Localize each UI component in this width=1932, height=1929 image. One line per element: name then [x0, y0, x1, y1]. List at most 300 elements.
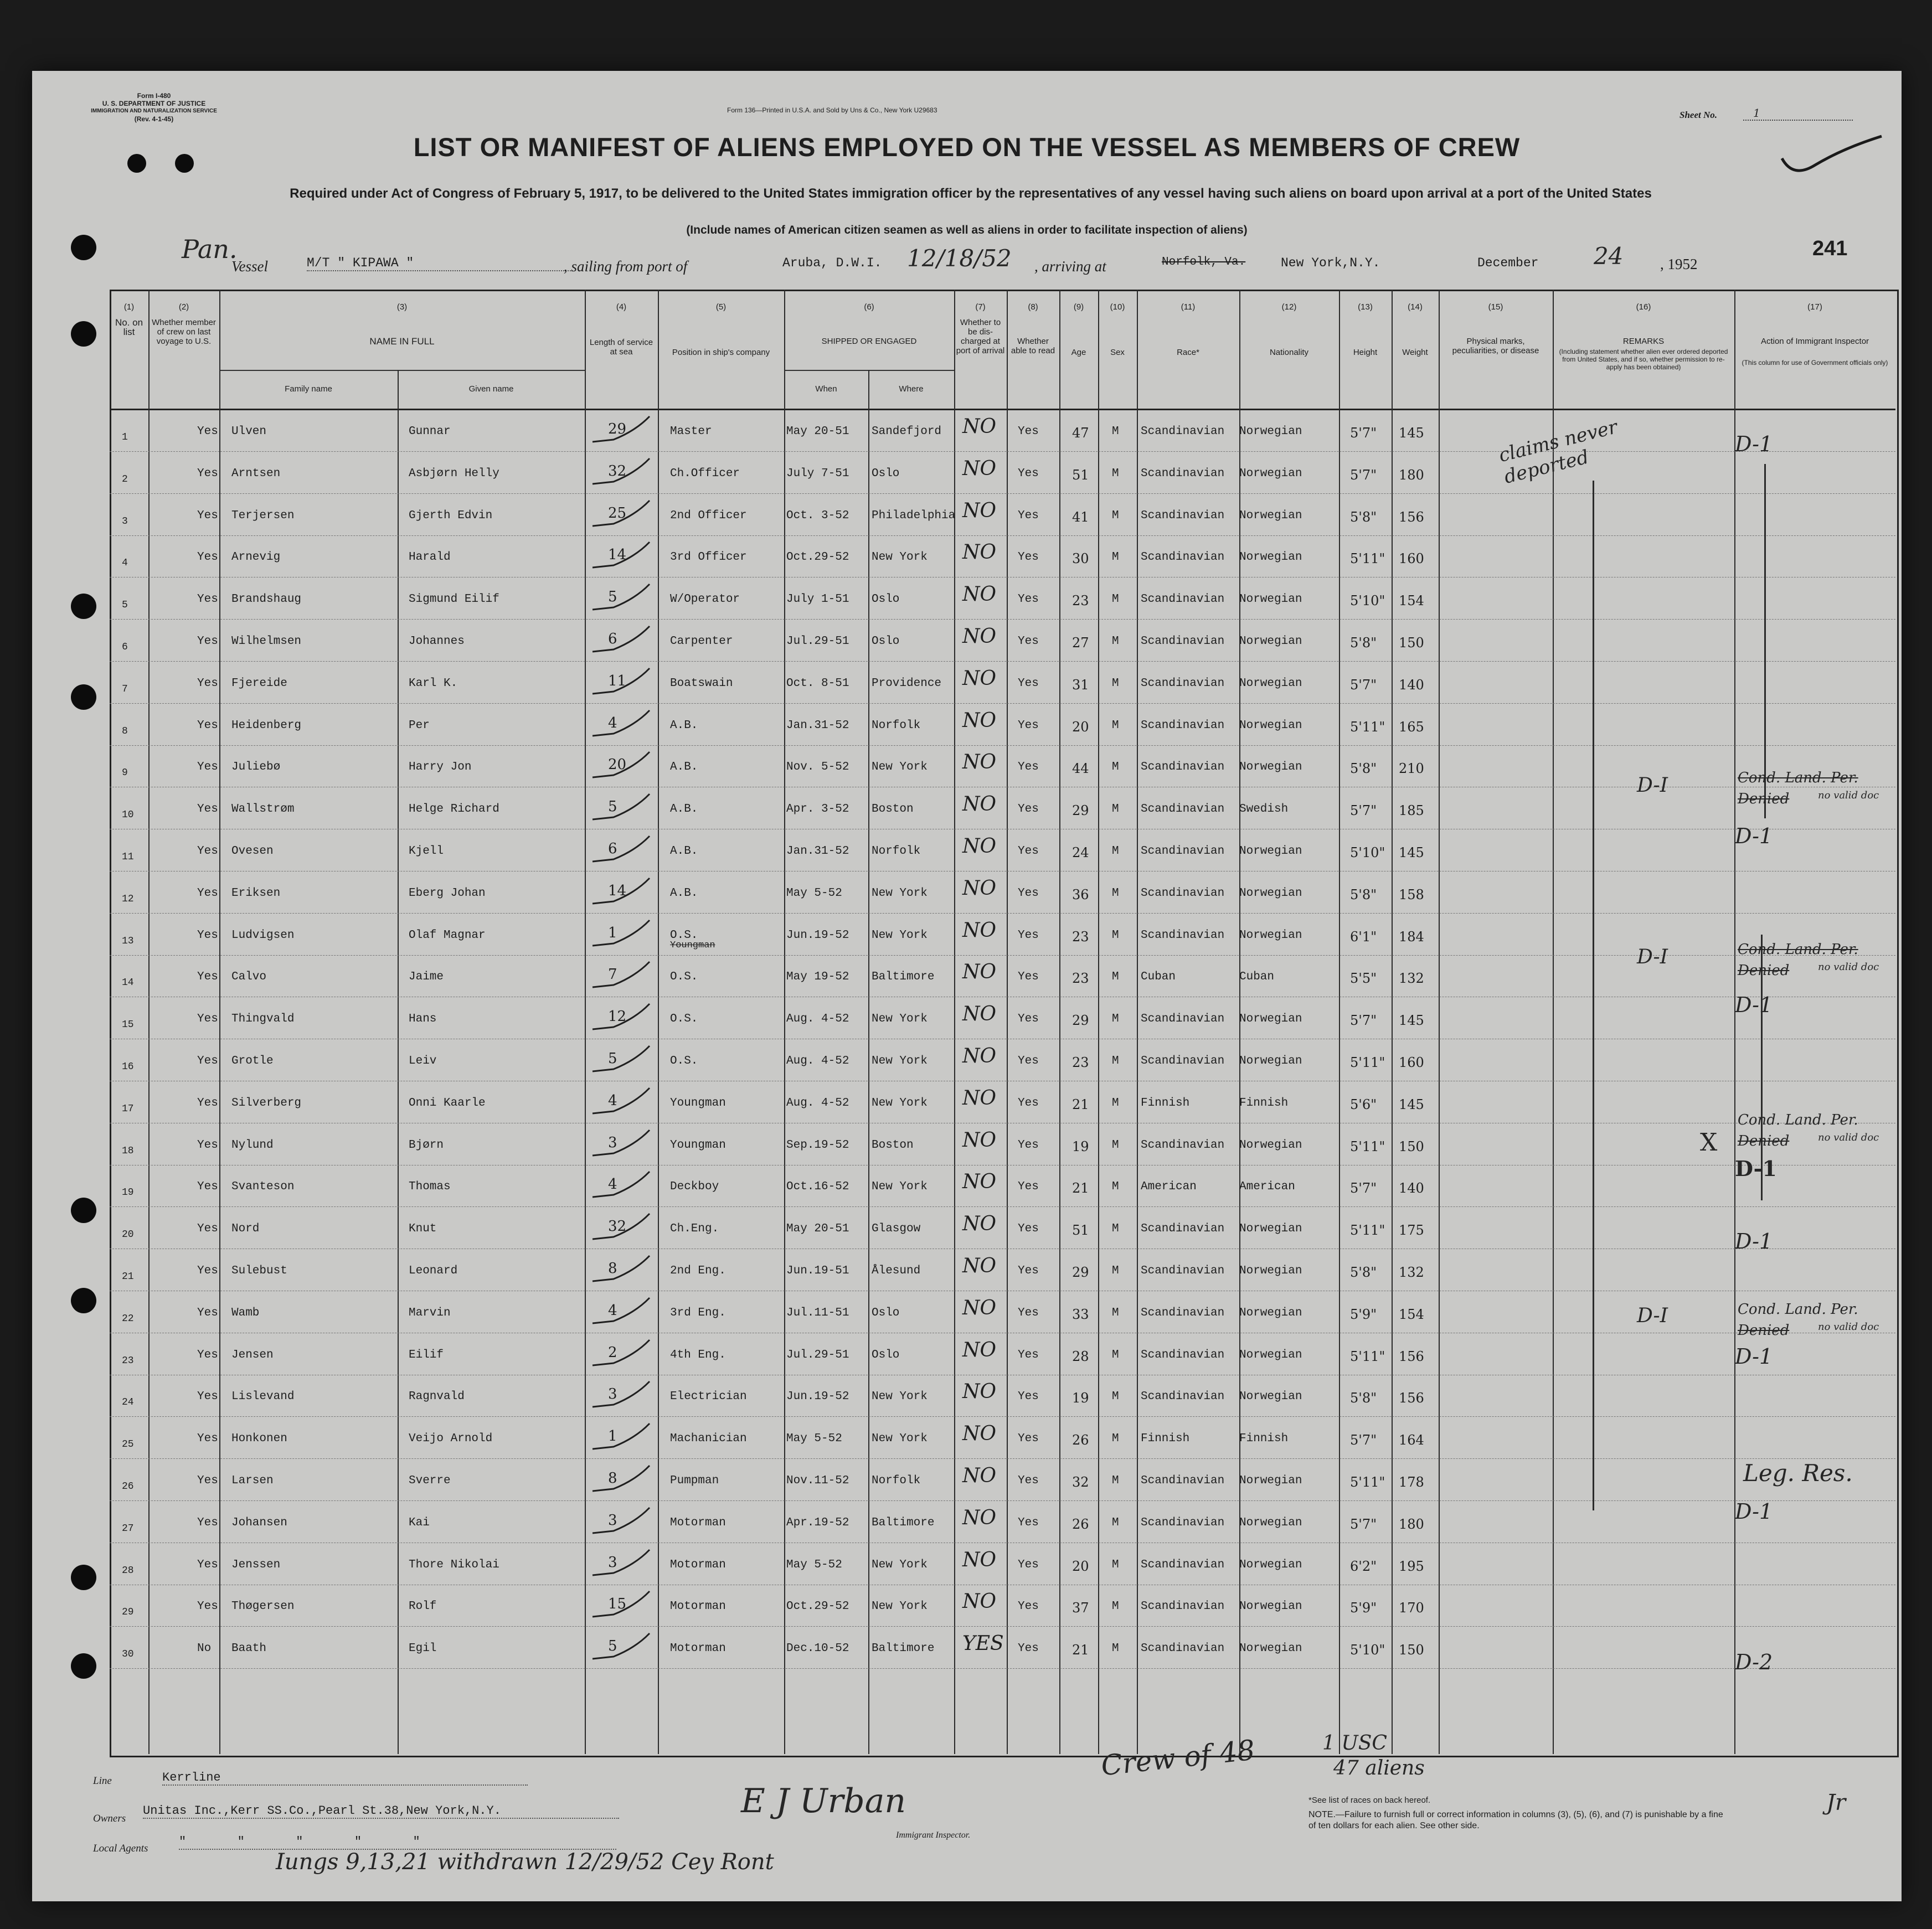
cell-given: Harald	[409, 551, 451, 564]
action-d1: D-1	[1735, 993, 1773, 1017]
table-row	[110, 1333, 1895, 1375]
action-d1: D-1	[1735, 432, 1773, 456]
cell-age: 23	[1072, 971, 1089, 987]
header-nationality: Nationality	[1269, 348, 1309, 357]
cell-family: Wamb	[231, 1306, 260, 1319]
cell-race: Scandinavian	[1141, 803, 1225, 816]
cell-race: Scandinavian	[1141, 1474, 1225, 1487]
cell-sex: M	[1112, 1223, 1119, 1236]
cell-length: 12	[608, 1008, 627, 1025]
cell-nationality: Norwegian	[1239, 761, 1302, 774]
arrival-year: , 1952	[1660, 256, 1698, 272]
cell-given: Hans	[409, 1013, 437, 1026]
cell-given: Per	[409, 719, 430, 732]
cell-sex: M	[1112, 1642, 1119, 1655]
cell-height: 5'7"	[1350, 467, 1377, 483]
row-number: 23	[122, 1355, 134, 1366]
cell-position: W/Operator	[670, 593, 740, 606]
cell-given: Rolf	[409, 1600, 437, 1613]
cell-sex: M	[1112, 886, 1119, 900]
cell-when: Oct.29-52	[786, 1600, 849, 1613]
cell-race: Scandinavian	[1141, 929, 1225, 942]
check-mark	[591, 1211, 652, 1245]
arrival-port: New York,N.Y.	[1281, 256, 1380, 270]
cell-where: New York	[872, 1390, 928, 1404]
cell-position: Machanician	[670, 1432, 747, 1446]
cell-family: Johansen	[231, 1516, 287, 1529]
cell-race: Scandinavian	[1141, 1642, 1225, 1655]
cell-read: Yes	[1018, 803, 1039, 816]
col-number: (14)	[1408, 302, 1423, 312]
cell-weight: 145	[1399, 1013, 1424, 1029]
cell-given: Leiv	[409, 1055, 437, 1067]
cell-position: O.S.	[670, 1055, 698, 1067]
cell-sex: M	[1112, 845, 1119, 858]
table-row	[110, 494, 1895, 536]
cell-read: Yes	[1018, 1642, 1039, 1655]
cell-when: Aug. 4-52	[786, 1096, 849, 1110]
cell-position: O.S.	[670, 929, 698, 942]
header-read: Whether able to read	[1011, 337, 1055, 355]
cell-race: Finnish	[1141, 1432, 1190, 1446]
cell-age: 36	[1072, 886, 1089, 902]
cell-when: July 1-51	[786, 593, 849, 606]
cell-family: Silverberg	[231, 1096, 302, 1110]
cell-race: Scandinavian	[1141, 1558, 1225, 1571]
cell-weight: 140	[1399, 1180, 1424, 1196]
cell-read: Yes	[1018, 1265, 1039, 1277]
col-number: (12)	[1281, 302, 1297, 312]
cell-weight: 185	[1399, 803, 1424, 819]
cell-height: 5'11"	[1350, 1138, 1385, 1154]
punch-hole	[71, 321, 96, 347]
row-number: 25	[122, 1439, 134, 1451]
cell-age: 31	[1072, 677, 1089, 693]
crew-usc: 1 USC	[1322, 1732, 1387, 1755]
cell-weight: 184	[1399, 929, 1424, 945]
cell-where: Baltimore	[872, 1642, 935, 1655]
cell-race: Scandinavian	[1141, 1138, 1225, 1152]
cell-length: 7	[608, 966, 617, 983]
cell-race: Finnish	[1141, 1096, 1190, 1110]
cell-member: Yes	[197, 929, 218, 942]
cell-nationality: Norwegian	[1239, 929, 1302, 942]
cell-given: Leonard	[409, 1265, 458, 1277]
check-mark	[591, 918, 652, 951]
cell-weight: 154	[1399, 593, 1424, 609]
row-number: 30	[122, 1649, 134, 1660]
service: IMMIGRATION AND NATURALIZATION SERVICE	[91, 108, 217, 114]
cell-weight: 180	[1399, 467, 1424, 483]
header-race: Race*	[1177, 348, 1199, 357]
cell-family: Svanteson	[231, 1180, 295, 1194]
cell-member: Yes	[197, 1600, 218, 1613]
cell-sex: M	[1112, 1096, 1119, 1110]
row-number: 1	[122, 432, 128, 443]
page-number: 241	[1812, 237, 1848, 260]
cell-length: 6	[608, 840, 617, 857]
cell-given: Veijo Arnold	[409, 1432, 493, 1446]
cell-age: 23	[1072, 1055, 1089, 1070]
sailing-date: 12/18/52	[907, 245, 1012, 272]
cell-where: Oslo	[872, 467, 900, 480]
table-row	[110, 914, 1895, 956]
cell-age: 27	[1072, 635, 1089, 651]
cell-position: Boatswain	[670, 677, 733, 690]
cell-given: Onni Kaarle	[409, 1096, 486, 1110]
check-mark	[591, 540, 652, 573]
action-d1: D-1	[1735, 1156, 1777, 1181]
cell-nationality: Norwegian	[1239, 1138, 1302, 1152]
cell-member: Yes	[197, 845, 218, 858]
action-no-valid-doc: no valid doc	[1818, 1132, 1879, 1143]
cell-length: 5	[608, 798, 617, 816]
cell-discharged: NO	[962, 583, 997, 606]
page-title: LIST OR MANIFEST OF ALIENS EMPLOYED ON THE VESSEL AS MEMBERS OF CREW	[413, 132, 1521, 162]
cell-length: 29	[608, 421, 627, 437]
cell-member: Yes	[197, 1306, 218, 1319]
cell-given: Eberg Johan	[409, 886, 486, 900]
cell-when: Jun.19-52	[786, 929, 849, 942]
cell-age: 28	[1072, 1348, 1089, 1364]
cell-discharged: NO	[962, 1003, 997, 1026]
row-number: 15	[122, 1019, 134, 1031]
cell-family: Jensen	[231, 1348, 274, 1361]
cell-race: Scandinavian	[1141, 1600, 1225, 1613]
cell-where: Ålesund	[872, 1265, 921, 1277]
page-subtitle: Required under Act of Congress of February 5, 1917, to be delivered to the United States immigration officer by the representatives of any vessel having such aliens on board upon arrival at a port of the United States	[290, 186, 1652, 201]
cell-sex: M	[1112, 635, 1119, 648]
header-age: Age	[1071, 348, 1086, 357]
col-number: (10)	[1110, 302, 1125, 312]
manifest-sheet	[32, 71, 1902, 1901]
cell-read: Yes	[1018, 635, 1039, 648]
cell-sex: M	[1112, 1432, 1119, 1446]
cell-weight: 160	[1399, 551, 1424, 567]
cell-height: 5'8"	[1350, 1265, 1377, 1280]
cell-race: Scandinavian	[1141, 1013, 1225, 1026]
action-cond-land: Cond. Land. Per.	[1738, 941, 1858, 958]
cell-discharged: NO	[962, 1170, 997, 1194]
cell-read: Yes	[1018, 1055, 1039, 1067]
cell-read: Yes	[1018, 677, 1039, 690]
cell-member: Yes	[197, 1348, 218, 1361]
action-denied: Denied	[1738, 1133, 1790, 1149]
cell-where: Norfolk	[872, 719, 921, 732]
cell-given: Karl K.	[409, 677, 458, 690]
cell-discharged: NO	[962, 1590, 997, 1613]
check-mark	[591, 1296, 652, 1329]
cell-weight: 145	[1399, 845, 1424, 860]
cell-length: 3	[608, 1386, 617, 1403]
cell-weight: 170	[1399, 1600, 1424, 1616]
header-shipped: SHIPPED OR ENGAGED	[821, 337, 917, 346]
row-number: 28	[122, 1565, 134, 1576]
cell-position: 3rd Eng.	[670, 1306, 726, 1319]
cell-member: Yes	[197, 1516, 218, 1529]
cell-weight: 158	[1399, 886, 1424, 902]
cell-given: Ragnvald	[409, 1390, 465, 1404]
cell-discharged: NO	[962, 625, 997, 648]
table-row	[110, 1207, 1895, 1249]
header-length: Length of service at sea	[589, 338, 653, 357]
cell-member: Yes	[197, 1013, 218, 1026]
check-mark	[591, 1044, 652, 1077]
cell-discharged: NO	[962, 1338, 997, 1361]
check-mark	[591, 1589, 652, 1622]
row-number: 14	[122, 977, 134, 989]
cell-nationality: Norwegian	[1239, 1013, 1302, 1026]
cell-age: 29	[1072, 1013, 1089, 1029]
row-number: 29	[122, 1607, 134, 1618]
cell-nationality: Norwegian	[1239, 719, 1302, 732]
cell-where: New York	[872, 1096, 928, 1110]
cell-length: 5	[608, 589, 617, 606]
table-row	[110, 1585, 1895, 1627]
cell-discharged: NO	[962, 541, 997, 564]
cell-position: O.S.	[670, 1013, 698, 1026]
header-family: Family name	[285, 384, 332, 394]
table-row	[110, 1249, 1895, 1291]
cell-family: Wallstrøm	[231, 803, 295, 816]
remark-di: D-I	[1637, 774, 1668, 797]
cell-discharged: NO	[962, 709, 997, 732]
cell-race: Scandinavian	[1141, 719, 1225, 732]
cell-discharged: NO	[962, 835, 997, 858]
cell-race: Cuban	[1141, 971, 1176, 984]
cell-discharged: NO	[962, 919, 997, 942]
cell-length: 5	[608, 1050, 617, 1067]
cell-age: 29	[1072, 1265, 1089, 1280]
cell-age: 37	[1072, 1600, 1089, 1616]
cell-weight: 165	[1399, 719, 1424, 735]
cell-read: Yes	[1018, 929, 1039, 942]
cell-given: Sverre	[409, 1474, 451, 1487]
cell-where: New York	[872, 929, 928, 942]
cell-family: Grotle	[231, 1055, 274, 1067]
cell-read: Yes	[1018, 1432, 1039, 1446]
cell-race: Scandinavian	[1141, 509, 1225, 522]
cell-given: Knut	[409, 1223, 437, 1236]
cell-nationality: Norwegian	[1239, 1474, 1302, 1487]
cell-sex: M	[1112, 1516, 1119, 1529]
check-mark	[591, 1086, 652, 1119]
cell-family: Honkonen	[231, 1432, 287, 1446]
cell-age: 24	[1072, 845, 1089, 860]
col-number: (3)	[396, 302, 408, 312]
check-mark	[591, 792, 652, 825]
line-label: Line	[93, 1775, 112, 1787]
cell-discharged: NO	[962, 1506, 997, 1529]
cell-age: 21	[1072, 1180, 1089, 1196]
cell-height: 6'1"	[1350, 929, 1377, 945]
header-no: No. on list	[115, 317, 143, 337]
table-row	[110, 535, 1895, 577]
cell-length: 1	[608, 1428, 617, 1445]
cell-race: Scandinavian	[1141, 551, 1225, 564]
owners-value: Unitas Inc.,Kerr SS.Co.,Pearl St.38,New York,N.Y.	[143, 1804, 619, 1819]
row-number: 9	[122, 767, 128, 779]
cell-length: 3	[608, 1512, 617, 1529]
cell-length: 6	[608, 631, 617, 647]
cell-family: Nylund	[231, 1138, 274, 1152]
cell-where: Providence	[872, 677, 942, 690]
header-where: Where	[899, 384, 924, 394]
row-number: 11	[122, 852, 134, 863]
cell-read: Yes	[1018, 593, 1039, 606]
cell-discharged: NO	[962, 1255, 997, 1277]
cell-height: 5'11"	[1350, 719, 1385, 735]
cell-when: Jan.31-52	[786, 719, 849, 732]
cell-race: Scandinavian	[1141, 845, 1225, 858]
cell-where: Glasgow	[872, 1223, 921, 1236]
owners-label: Owners	[93, 1813, 126, 1824]
cell-sex: M	[1112, 1055, 1119, 1067]
cell-when: Nov.11-52	[786, 1474, 849, 1487]
cell-nationality: Norwegian	[1239, 1600, 1302, 1613]
cell-sex: M	[1112, 719, 1119, 732]
cell-weight: 132	[1399, 971, 1424, 987]
cell-position: A.B.	[670, 719, 698, 732]
remark-bracket-line	[1593, 481, 1594, 1510]
vessel-label: Vessel	[231, 258, 268, 275]
cell-nationality: Norwegian	[1239, 1642, 1302, 1655]
cell-member: Yes	[197, 509, 218, 522]
table-row	[110, 1627, 1895, 1669]
cell-position: 2nd Officer	[670, 509, 747, 522]
cell-height: 5'8"	[1350, 886, 1377, 902]
cell-sex: M	[1112, 1600, 1119, 1613]
action-cond-land: Cond. Land. Per.	[1738, 1301, 1858, 1318]
cell-given: Johannes	[409, 635, 465, 648]
cell-when: May 5-52	[786, 1558, 842, 1571]
sheet-number: 1	[1743, 106, 1853, 121]
cell-when: Sep.19-52	[786, 1138, 849, 1152]
sheet-label: Sheet No.	[1679, 110, 1717, 120]
cell-when: Oct. 3-52	[786, 509, 849, 522]
table-row	[110, 1459, 1895, 1501]
cell-race: Scandinavian	[1141, 593, 1225, 606]
inspector-label: Immigrant Inspector.	[896, 1830, 971, 1840]
cell-position: A.B.	[670, 886, 698, 900]
cell-height: 5'8"	[1350, 761, 1377, 777]
cell-member: Yes	[197, 635, 218, 648]
cell-given: Kjell	[409, 845, 444, 858]
check-mark	[591, 1254, 652, 1287]
cell-race: Scandinavian	[1141, 425, 1225, 438]
action-cond-land: Cond. Land. Per.	[1738, 770, 1858, 786]
crew-aliens: 47 aliens	[1333, 1757, 1425, 1780]
cell-height: 5'7"	[1350, 1013, 1377, 1029]
printer-line: Form 136—Printed in U.S.A. and Sold by Uns & Co., New York U29683	[727, 106, 937, 114]
cell-family: Jenssen	[231, 1558, 281, 1571]
cell-nationality: Norwegian	[1239, 593, 1302, 606]
cell-age: 21	[1072, 1096, 1089, 1112]
punch-hole	[71, 1653, 96, 1679]
check-mark	[591, 834, 652, 867]
header-discharged: Whether to be dis-charged at port of arrival	[956, 318, 1005, 355]
cell-height: 5'8"	[1350, 1390, 1377, 1406]
col-number: (1)	[123, 302, 135, 312]
cell-length: 3	[608, 1134, 617, 1151]
cell-position: A.B.	[670, 803, 698, 816]
cell-age: 33	[1072, 1306, 1089, 1322]
action-d1: D-1	[1735, 1499, 1773, 1524]
table-row	[110, 1123, 1895, 1165]
col-number: (4)	[616, 302, 627, 312]
cell-weight: 195	[1399, 1558, 1424, 1574]
port-of-departure: Aruba, D.W.I.	[782, 256, 882, 270]
cell-length: 4	[608, 1302, 617, 1319]
row-number: 7	[122, 683, 128, 695]
cell-position: Pumpman	[670, 1474, 719, 1487]
cell-where: Oslo	[872, 1348, 900, 1361]
cell-sex: M	[1112, 971, 1119, 984]
initials: Jr	[1826, 1790, 1846, 1815]
cell-family: Nord	[231, 1223, 260, 1236]
check-mark	[591, 414, 652, 447]
action-d1: D-1	[1735, 824, 1773, 848]
cell-where: Norfolk	[872, 1474, 921, 1487]
cell-member: Yes	[197, 1055, 218, 1067]
cell-race: Scandinavian	[1141, 1348, 1225, 1361]
header-marks: Physical marks, peculiarities, or disease	[1452, 337, 1539, 355]
arrival-month: December	[1477, 256, 1539, 270]
cell-length: 4	[608, 714, 617, 731]
cell-weight: 154	[1399, 1306, 1424, 1322]
flag-handwritten: Pan.	[182, 234, 238, 264]
cell-discharged: NO	[962, 1548, 997, 1571]
cell-member: Yes	[197, 1223, 218, 1236]
cell-weight: 156	[1399, 1348, 1424, 1364]
cell-height: 5'11"	[1350, 1055, 1385, 1070]
cell-read: Yes	[1018, 1348, 1039, 1361]
cell-where: Boston	[872, 803, 914, 816]
cell-height: 5'8"	[1350, 635, 1377, 651]
cell-where: New York	[872, 1558, 928, 1571]
cell-when: Jan.31-52	[786, 845, 849, 858]
agents-value: " " " " "	[179, 1835, 616, 1850]
header-remarks: REMARKS	[1622, 337, 1665, 346]
table-row	[110, 1543, 1895, 1585]
check-mark	[591, 708, 652, 741]
cell-race: American	[1141, 1180, 1197, 1194]
header-given: Given name	[468, 384, 514, 394]
cell-read: Yes	[1018, 1180, 1039, 1194]
cell-discharged: NO	[962, 1045, 997, 1067]
cell-where: New York	[872, 1013, 928, 1026]
cell-nationality: Norwegian	[1239, 1516, 1302, 1529]
punch-hole	[71, 1198, 96, 1223]
cell-length: 25	[608, 504, 627, 522]
cell-read: Yes	[1018, 509, 1039, 522]
header-height: Height	[1353, 348, 1378, 357]
cell-length: 14	[608, 546, 627, 564]
cell-age: 20	[1072, 719, 1089, 735]
cell-sex: M	[1112, 803, 1119, 816]
cell-where: Baltimore	[872, 971, 935, 984]
cell-when: Aug. 4-52	[786, 1055, 849, 1067]
cell-weight: 145	[1399, 425, 1424, 441]
cell-member: Yes	[197, 467, 218, 480]
row-number: 3	[122, 515, 128, 527]
action-denied: Denied	[1738, 1322, 1790, 1339]
row-number: 21	[122, 1271, 134, 1282]
col-number: (7)	[975, 302, 986, 312]
cell-family: Heidenberg	[231, 719, 302, 732]
cell-nationality: Norwegian	[1239, 1390, 1302, 1404]
cell-nationality: Norwegian	[1239, 886, 1302, 900]
